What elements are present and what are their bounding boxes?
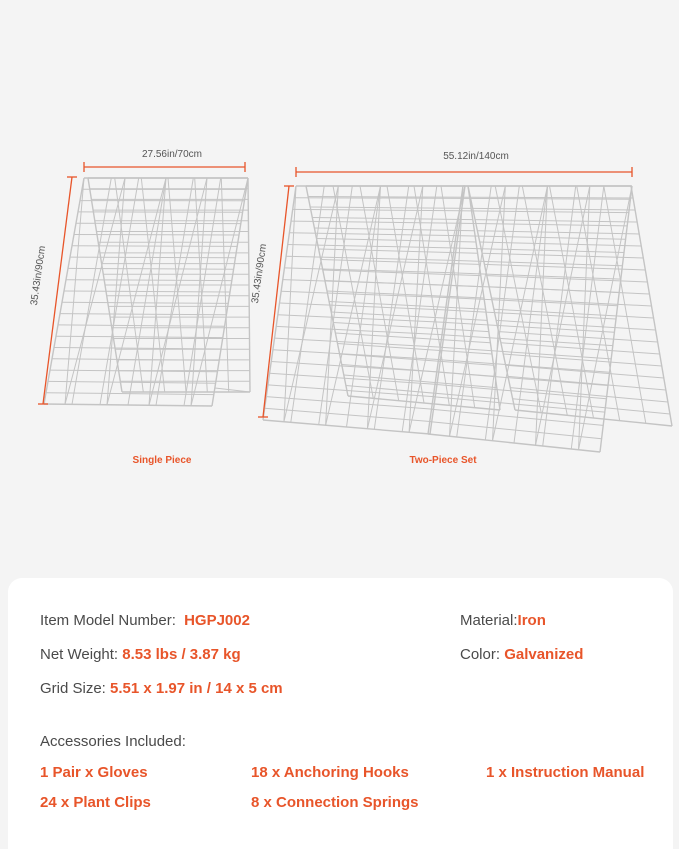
- single-piece-label: Single Piece: [132, 455, 192, 466]
- model-number: Item Model Number: HGPJ002: [40, 612, 250, 629]
- trellis-panels: [44, 178, 672, 452]
- single-height-label: 35.43in/90cm: [28, 245, 49, 307]
- accessory-item: 1 Pair x Gloves: [40, 764, 148, 781]
- set-height-line: [263, 186, 289, 417]
- two-piece-set-label: Two-Piece Set: [409, 455, 477, 466]
- grid-size: Grid Size: 5.51 x 1.97 in / 14 x 5 cm: [40, 680, 283, 697]
- material-value: Iron: [517, 612, 546, 629]
- color: Color: Galvanized: [460, 646, 584, 663]
- spec-card: [8, 578, 673, 849]
- net-weight-value: 8.53 lbs / 3.87 kg: [122, 646, 241, 663]
- color-value: Galvanized: [504, 646, 584, 663]
- material: Material:Iron: [460, 612, 546, 629]
- accessory-item: 24 x Plant Clips: [40, 794, 151, 811]
- single-width-label: 27.56in/70cm: [141, 149, 203, 160]
- set-width-label: 55.12in/140cm: [443, 151, 509, 162]
- accessory-item: 1 x Instruction Manual: [486, 764, 645, 781]
- accessory-item: 18 x Anchoring Hooks: [251, 764, 409, 781]
- model-number-value: HGPJ002: [184, 612, 250, 629]
- accessory-item: 8 x Connection Springs: [251, 794, 419, 811]
- set-height-label: 35.43in/90cm: [249, 243, 270, 305]
- grid-size-value: 5.51 x 1.97 in / 14 x 5 cm: [110, 680, 283, 697]
- accessories-heading: Accessories Included:: [40, 733, 186, 750]
- net-weight: Net Weight: 8.53 lbs / 3.87 kg: [40, 646, 241, 663]
